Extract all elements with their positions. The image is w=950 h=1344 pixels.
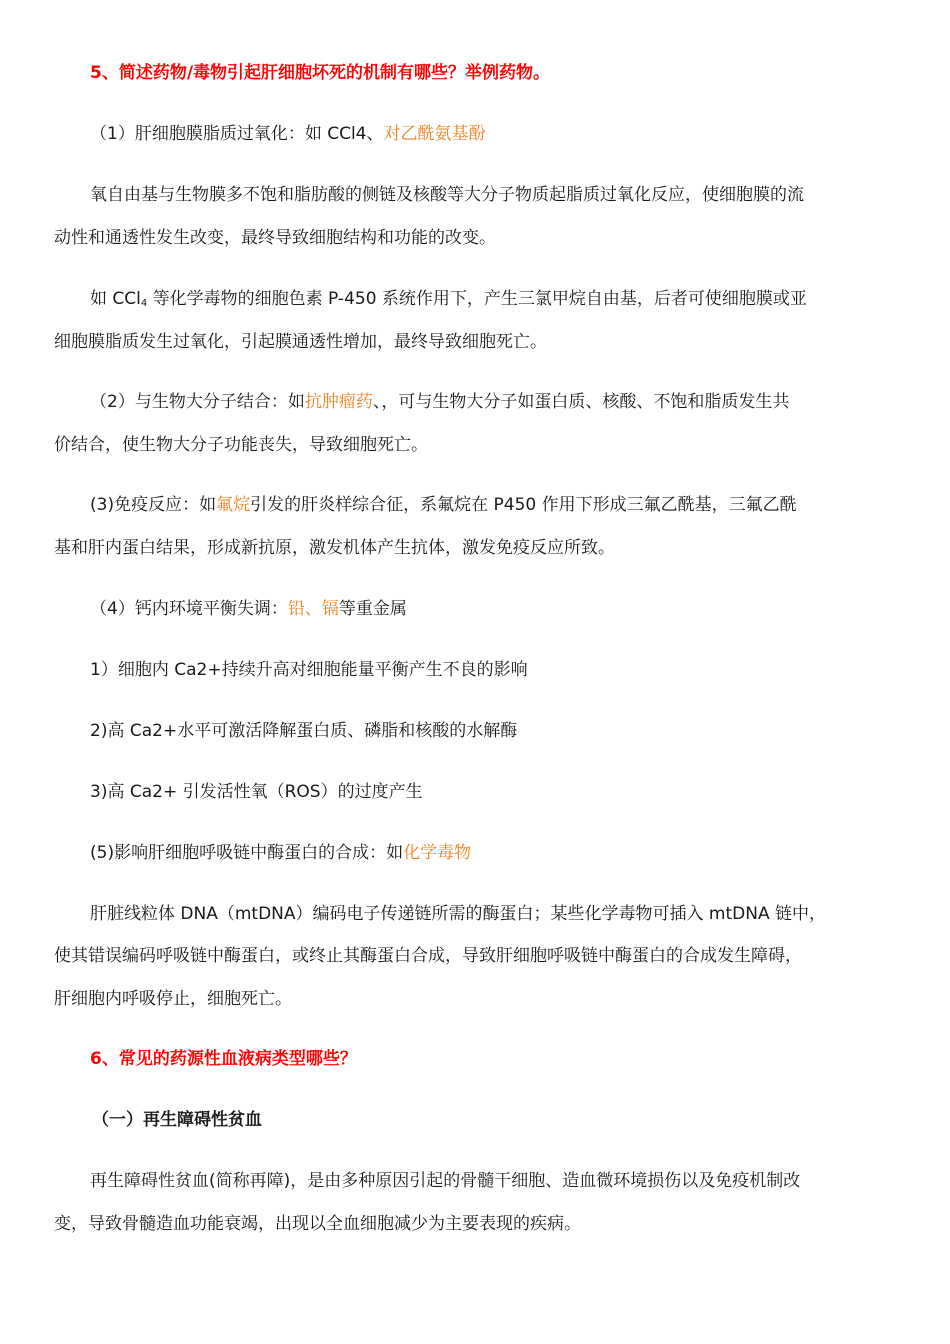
q5-item-5-heading <box>90 842 900 864</box>
q6-paragraph-1-line-1: 再生障碍性贫血(简称再障)，是由多种原因引起的骨髓干细胞、造血微环境损伤以及免疫机制改 <box>90 1171 801 1191</box>
q5-item-4-heading <box>90 598 900 620</box>
q5-item-1-text: （1）肝细胞膜脂质过氧化：如 CCl4、 <box>90 124 384 144</box>
q5-item-2-line-1 <box>90 391 900 413</box>
q5-item-3-line-2: 基和肝内蛋白结果，形成新抗原，激发机体产生抗体，激发免疫反应所致。 <box>54 538 615 558</box>
q5-paragraph-3-line-2: 细胞膜脂质发生过氧化，引起膜通透性增加，最终导致细胞死亡。 <box>54 332 547 352</box>
q5-item-2-line-2: 价结合，使生物大分子功能丧失，导致细胞死亡。 <box>54 435 428 455</box>
question-6-title: 6、常见的药源性血液病类型哪些？ <box>90 1049 357 1069</box>
q5-item-2-text-b: 、，可与生物大分子如蛋白质、核酸、不饱和脂质发生共 <box>372 392 790 412</box>
q5-paragraph-11-line-2: 使其错误编码呼吸链中酶蛋白，或终止其酶蛋白合成，导致肝细胞呼吸链中酶蛋白的合成发生障碍， <box>54 946 802 966</box>
q5-p3-text-a: 如 CCl <box>90 289 141 309</box>
q5-item-2-drug: 抗肿瘤药 <box>304 392 373 412</box>
q5-p3-subscript: 4 <box>140 298 148 309</box>
q5-item-2-text-a: （2）与生物大分子结合：如 <box>90 392 305 412</box>
q5-paragraph-11-line-1: 肝脏线粒体 DNA（mtDNA）编码电子传递链所需的酶蛋白；某些化学毒物可插入 mtDNA 链中， <box>90 904 826 924</box>
q5-item-5-text: (5)影响肝细胞呼吸链中酶蛋白的合成：如 <box>90 843 404 863</box>
q5-item-4-metals: 铅、镉 <box>287 599 339 619</box>
q5-paragraph-2-line-1: 氧自由基与生物膜多不饱和脂肪酸的侧链及核酸等大分子物质起脂质过氧化反应，使细胞膜的流 <box>90 185 804 205</box>
q5-p3-text-b: 等化学毒物的细胞色素 P-450 系统作用下，产生三氯甲烷自由基，后者可使细胞膜或亚 <box>147 289 807 309</box>
q5-paragraph-3-line-1 <box>90 288 900 315</box>
q5-calcium-point-3: 3)高 Ca2+ 引发活性氧（ROS）的过度产生 <box>90 782 423 802</box>
q5-item-1-heading <box>90 123 900 145</box>
q6-section-1-heading: （一）再生障碍性贫血 <box>92 1110 262 1130</box>
q5-calcium-point-2: 2)高 Ca2+水平可激活降解蛋白质、磷脂和核酸的水解酶 <box>90 721 518 741</box>
q5-item-5-toxin: 化学毒物 <box>403 843 472 863</box>
question-5-title: 5、简述药物/毒物引起肝细胞坏死的机制有哪些？举例药物。 <box>90 63 551 83</box>
q5-item-4-text-b: 等重金属 <box>338 599 407 619</box>
q6-paragraph-1-line-2: 变，导致骨髓造血功能衰竭，出现以全血细胞减少为主要表现的疾病。 <box>54 1214 581 1234</box>
q5-item-3-line-1 <box>90 494 900 516</box>
q5-item-3-text-a: (3)免疫反应：如 <box>90 495 217 515</box>
q5-paragraph-11-line-3: 肝细胞内呼吸停止，细胞死亡。 <box>54 989 292 1009</box>
q5-item-3-drug: 氟烷 <box>216 495 251 515</box>
q5-calcium-point-1: 1）细胞内 Ca2+持续升高对细胞能量平衡产生不良的影响 <box>90 660 528 680</box>
q5-item-4-text-a: （4）钙内环境平衡失调： <box>90 599 288 619</box>
q5-item-1-drug: 对乙酰氨基酚 <box>383 124 486 144</box>
q5-paragraph-2-line-2: 动性和通透性发生改变，最终导致细胞结构和功能的改变。 <box>54 228 496 248</box>
q5-item-3-text-b: 引发的肝炎样综合征，系氟烷在 P450 作用下形成三氟乙酰基，三氟乙酰 <box>250 495 797 515</box>
